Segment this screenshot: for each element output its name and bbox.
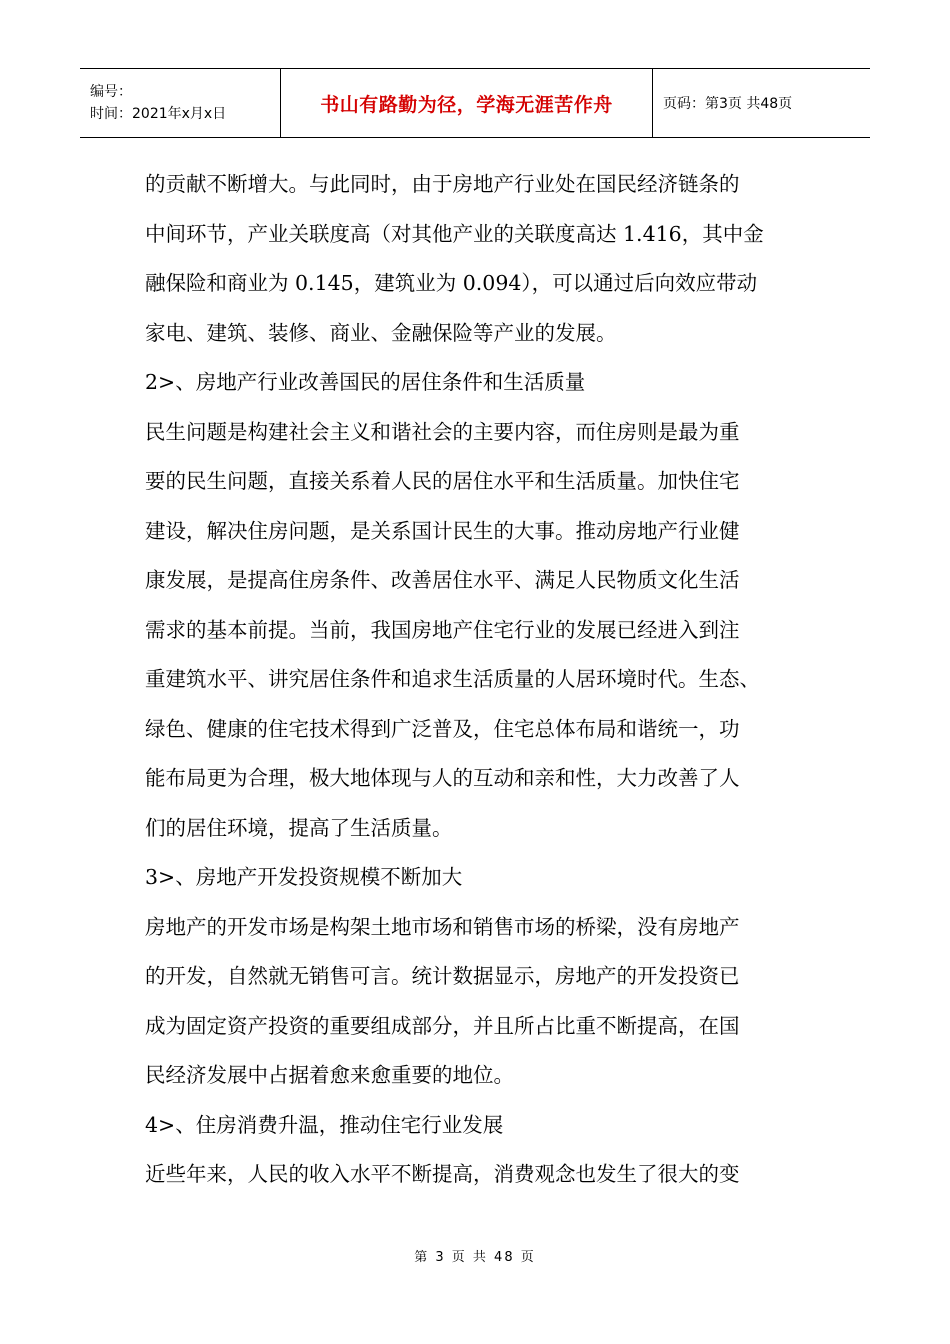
text-line: 绿色、健康的住宅技术得到广泛普及，住宅总体布局和谐统一，功 <box>145 716 740 741</box>
section-heading: 2>、房地产行业改善国民的居住条件和生活质量 <box>145 370 586 394</box>
section-heading: 4>、住房消费升温，推动住宅行业发展 <box>145 1112 504 1137</box>
header-page-info-cell <box>653 69 870 137</box>
page-info: 页码：第3页 共48页 <box>663 96 793 112</box>
text-line: 民生问题是构建社会主义和谐社会的主要内容，而住房则是最为重 <box>145 419 740 444</box>
text-line: 需求的基本前提。当前，我国房地产住宅行业的发展已经进入到注 <box>145 617 740 642</box>
section-heading: 3>、房地产开发投资规模不断加大 <box>145 865 463 889</box>
date-label: 时间：2021年x月x日 <box>90 106 227 122</box>
text-line: 成为固定资产投资的重要组成部分，并且所占比重不断提高，在国 <box>145 1013 740 1038</box>
text-line: 融保险和商业为 0.145，建筑业为 0.094），可以通过后向效应带动 <box>145 271 758 295</box>
text-line: 的开发，自然就无销售可言。统计数据显示，房地产的开发投资已 <box>145 964 740 988</box>
text-line: 能布局更为合理，极大地体现与人的互动和亲和性，大力改善了人 <box>145 766 740 790</box>
text-line: 近些年来，人民的收入水平不断提高，消费观念也发生了很大的变 <box>145 1162 740 1186</box>
text-line: 家电、建筑、装修、商业、金融保险等产业的发展。 <box>145 320 617 345</box>
body-text <box>145 160 810 1200</box>
page-footer <box>0 1246 950 1265</box>
text-line: 康发展，是提高住房条件、改善居住水平、满足人民物质文化生活 <box>145 568 740 592</box>
header-meta <box>80 69 281 137</box>
text-line: 重建筑水平、讲究居住条件和追求生活质量的人居环境时代。生态、 <box>145 667 760 691</box>
text-line: 房地产的开发市场是构架土地市场和销售市场的桥梁，没有房地产 <box>145 914 740 939</box>
text-line: 的贡献不断增大。与此同时，由于房地产行业处在国民经济链条的 <box>145 172 740 196</box>
text-line: 中间环节，产业关联度高（对其他产业的关联度高达 1.416，其中金 <box>145 221 764 246</box>
motto: 书山有路勤为径，学海无涯苦作舟 <box>320 93 613 116</box>
document-header <box>80 68 870 138</box>
footer-page-number: 第 3 页 共 48 页 <box>414 1250 536 1265</box>
text-line: 民经济发展中占据着愈来愈重要的地位。 <box>145 1063 514 1087</box>
header-motto-cell <box>281 69 653 137</box>
text-line: 建设，解决住房问题，是关系国计民生的大事。推动房地产行业健 <box>145 518 740 543</box>
serial-label: 编号： <box>90 84 132 100</box>
text-line: 们的居住环境，提高了生活质量。 <box>145 815 453 840</box>
text-line: 要的民生问题，直接关系着人民的居住水平和生活质量。加快住宅 <box>145 469 740 493</box>
